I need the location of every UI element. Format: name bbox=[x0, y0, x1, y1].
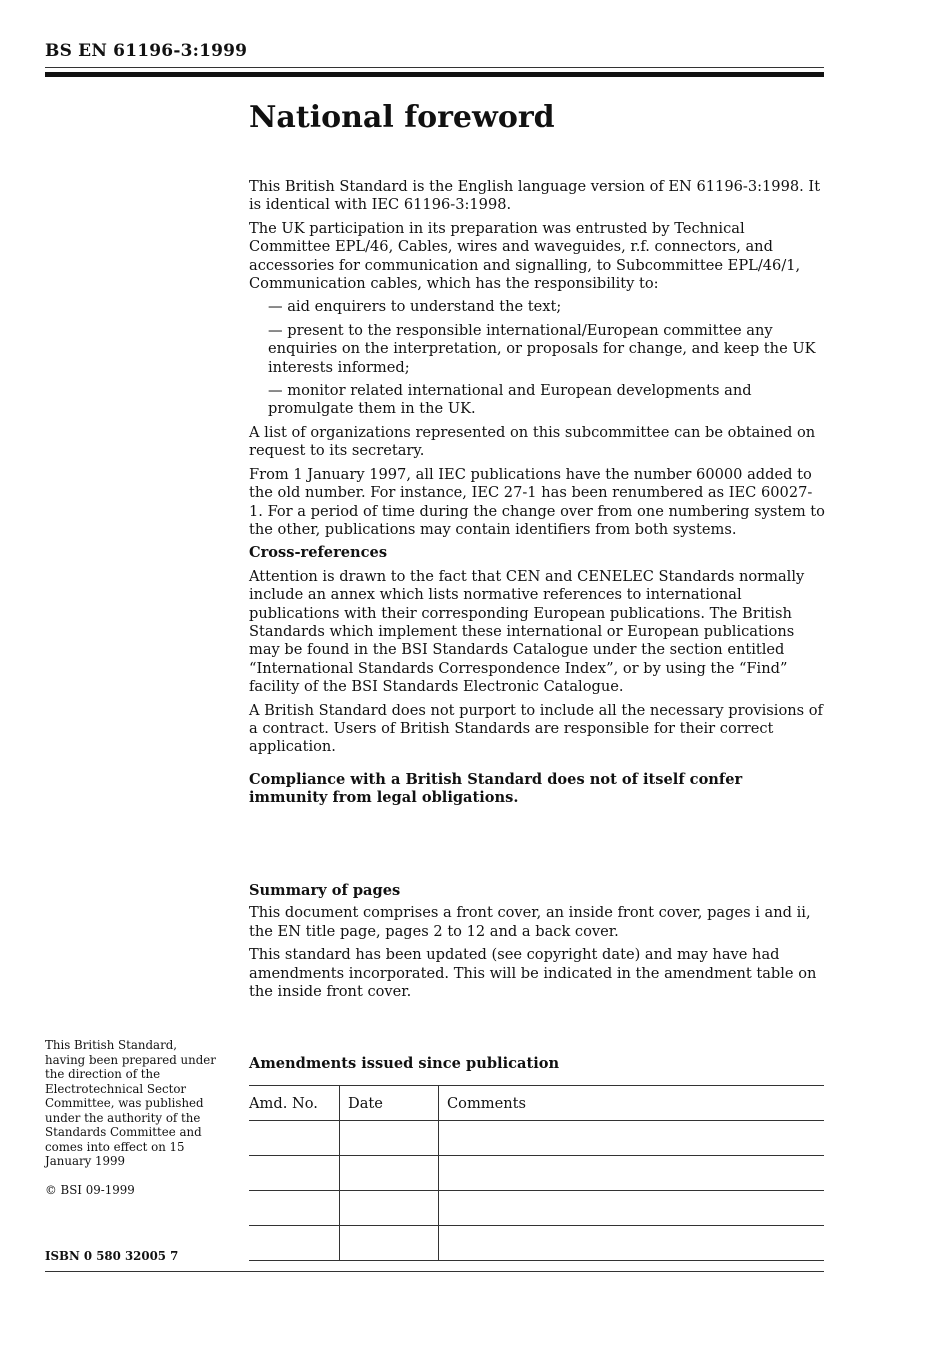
summary-heading: Summary of pages bbox=[249, 882, 401, 899]
summary-paragraph: This standard has been updated (see copyright date) and may have had amendments incorporated. This will be indicated in the amendment table on the inside front cover. bbox=[249, 946, 817, 1001]
paragraph-identity: This British Standard is the English language version of EN 61196-3:1998. It is identical with IEC 61196-3:1998. bbox=[249, 178, 821, 214]
document-id: BS EN 61196-3:1999 bbox=[45, 41, 248, 61]
table-cell bbox=[439, 1191, 825, 1226]
crossref-heading: Cross-references bbox=[249, 544, 388, 562]
paragraph-provisions: A British Standard does not purport to include all the necessary provisions of a contract. Users of British Standards are responsible for their correct application. bbox=[249, 701, 823, 756]
table-cell bbox=[340, 1226, 439, 1261]
table-cell bbox=[249, 1121, 340, 1156]
list-item: — aid enquirers to understand the text; bbox=[268, 298, 562, 316]
paragraph-participation: The UK participation in its preparation was entrusted by Technical Committee EPL/46, Cables, wires and waveguides, r.f. connectors, and accessories for communication and signalling, to Subcommittee EPL/46/1, Communication cables, which has the responsibility to: bbox=[249, 219, 801, 293]
column-header: Comments bbox=[439, 1086, 825, 1121]
table-row bbox=[249, 1191, 824, 1226]
table-cell bbox=[340, 1156, 439, 1191]
header-rule-thin bbox=[45, 67, 824, 68]
amendments-table bbox=[249, 1085, 824, 1261]
table-cell bbox=[340, 1121, 439, 1156]
list-item: — monitor related international and European developments and promulgate them in the UK. bbox=[268, 382, 752, 418]
column-header: Date bbox=[340, 1086, 439, 1121]
paragraph-crossref: Attention is drawn to the fact that CEN and CENELEC Standards normally include an annex which lists normative references to international publications with their corresponding European publications. The British Standards which implement these international or European publications may be found in the BSI Standards Catalogue under the section entitled “International Standards Correspondence Index”, or by using the “Find” facility of the BSI Standards Electronic Catalogue. bbox=[249, 567, 805, 696]
summary-paragraph: This document comprises a front cover, an inside front cover, pages i and ii, the EN title page, pages 2 to 12 and a back cover. bbox=[249, 904, 811, 940]
publication-note: This British Standard, having been prepared under the direction of the Electrotechnical Sector Committee, was published under the authority of the Standards Committee and comes into effect on 15 January 1999 bbox=[45, 1038, 216, 1168]
table-row bbox=[249, 1226, 824, 1261]
column-header: Amd. No. bbox=[249, 1086, 340, 1121]
list-item: — present to the responsible international/European committee any enquiries on the interpretation, or proposals for change, and keep the UK interests informed; bbox=[268, 321, 816, 376]
summary-section bbox=[249, 882, 825, 1006]
paragraph-organizations: A list of organizations represented on this subcommittee can be obtained on request to its secretary. bbox=[249, 423, 816, 460]
table-cell bbox=[249, 1226, 340, 1261]
amendments-title: Amendments issued since publication bbox=[249, 1055, 560, 1072]
table-cell bbox=[249, 1156, 340, 1191]
footer-rule bbox=[45, 1271, 824, 1272]
table-cell bbox=[439, 1121, 825, 1156]
foreword-body bbox=[249, 178, 825, 813]
table-cell bbox=[340, 1191, 439, 1226]
copyright-line: © BSI 09-1999 bbox=[45, 1183, 135, 1197]
compliance-note: Compliance with a British Standard does not of itself confer immunity from legal obligations. bbox=[249, 770, 743, 807]
isbn-line: ISBN 0 580 32005 7 bbox=[45, 1249, 179, 1263]
table-cell bbox=[249, 1191, 340, 1226]
page-title: National foreword bbox=[249, 100, 555, 135]
responsibility-list bbox=[249, 298, 825, 418]
paragraph-numbering: From 1 January 1997, all IEC publications have the number 60000 added to the old number. For instance, IEC 27-1 has been renumbered as IEC 60027-1. For a period of time during the change over from one numbering system to the other, publications may contain identifiers from both systems. bbox=[249, 465, 825, 538]
table-row bbox=[249, 1121, 824, 1156]
table-header-row bbox=[249, 1086, 824, 1121]
table-cell bbox=[439, 1226, 825, 1261]
table-row bbox=[249, 1156, 824, 1191]
table-cell bbox=[439, 1156, 825, 1191]
header-rule-thick bbox=[45, 72, 824, 77]
